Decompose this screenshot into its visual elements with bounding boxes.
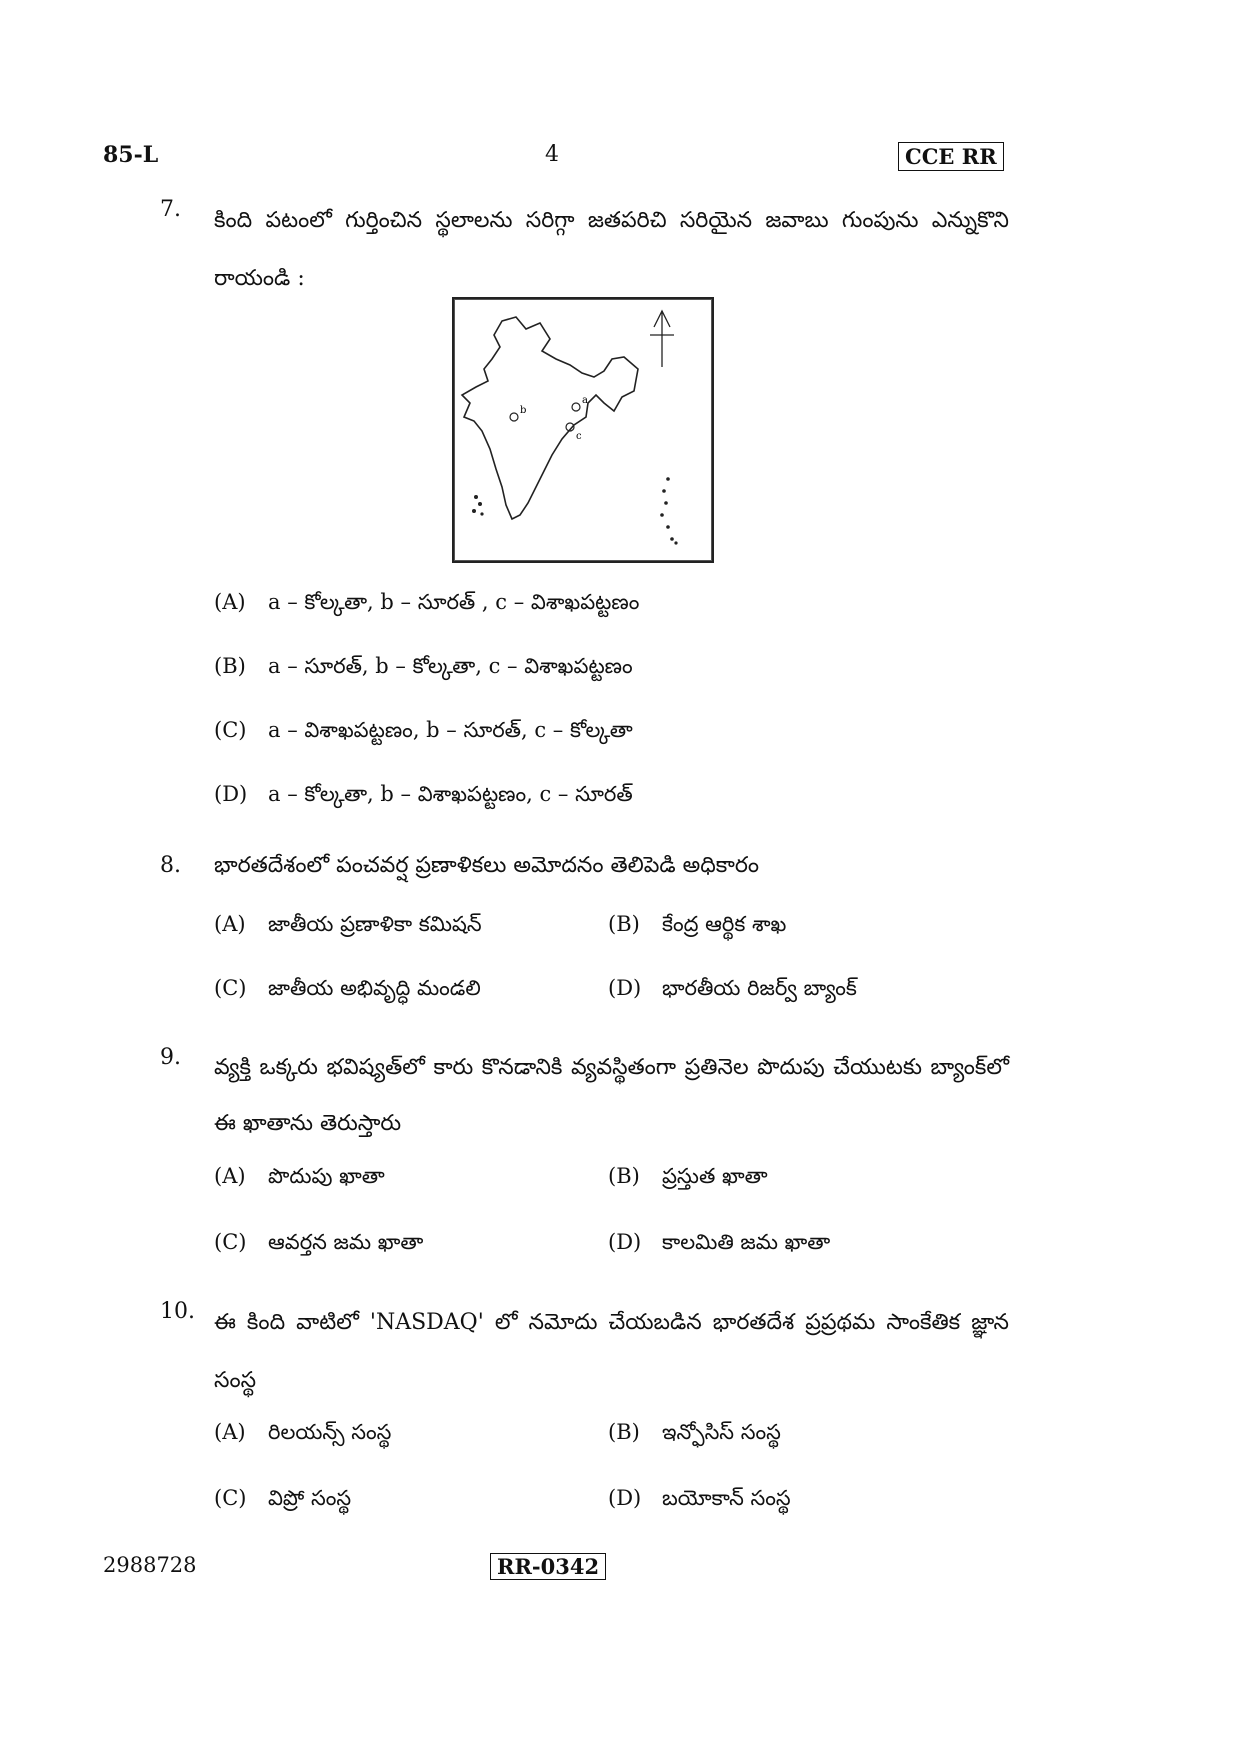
q9-option-b[interactable]: (B) ప్రస్తుత ఖాతా — [608, 1164, 768, 1188]
q7-option-a[interactable]: (A) a – కోల్కతా, b – సూరత్ , c – విశాఖపట్టణం — [214, 590, 640, 614]
map-marker-label: b — [520, 405, 527, 416]
q7-option-d[interactable]: (D) a – కోల్కతా, b – విశాఖపట్టణం, c – సూరత్ — [214, 782, 633, 806]
q8-option-b[interactable]: (B) కేంద్ర ఆర్థిక శాఖ — [608, 912, 787, 936]
q7-option-c[interactable]: (C) a – విశాఖపట్టణం, b – సూరత్, c – కోల్కతా — [214, 718, 633, 742]
question-text: వ్యక్తి ఒక్కరు భవిష్యత్‌లో కారు కొనడానికి వ్యవస్థితంగా ప్రతినెల పొదుపు చేయుటకు బ్యాంక్‌లో ఈ ఖాతాను తెరుస్తారు — [214, 1055, 1009, 1136]
paper-code: 85-L — [103, 142, 159, 168]
question-number: 8. — [160, 853, 181, 878]
question-text: ఈ కింది వాటిలో 'NASDAQ' లో నమోదు చేయబడిన భారతదేశ ప్రప్రథమ సాంకేతిక జ్ఞాన సంస్థ — [214, 1310, 1009, 1393]
q10-option-b[interactable]: (B) ఇన్ఫోసిస్ సంస్థ — [608, 1420, 781, 1444]
series-badge: CCE RR — [898, 142, 1004, 171]
q9-option-c[interactable]: (C) ఆవర్తన జమ ఖాతా — [214, 1230, 424, 1254]
q10-option-a[interactable]: (A) రిలయన్స్ సంస్థ — [214, 1420, 392, 1444]
q10-option-c[interactable]: (C) విప్రో సంస్థ — [214, 1486, 352, 1510]
map-marker-label: c — [576, 431, 582, 442]
page-number: 4 — [545, 142, 559, 167]
serial-number: 2988728 — [103, 1553, 197, 1577]
booklet-code: RR-0342 — [490, 1553, 606, 1580]
map-marker-label: a — [582, 395, 588, 406]
q8-option-c[interactable]: (C) జాతీయ అభివృద్ధి మండలి — [214, 976, 481, 1000]
india-map-figure — [452, 297, 714, 563]
q8-option-d[interactable]: (D) భారతీయ రిజర్వ్ బ్యాంక్ — [608, 976, 857, 1000]
question-number: 7. — [160, 197, 181, 222]
india-map-icon — [454, 299, 712, 561]
q9-option-a[interactable]: (A) పొదుపు ఖాతా — [214, 1164, 385, 1188]
question-text: భారతదేశంలో పంచవర్ష ప్రణాళికలు అమోదనం తెలిపెడి అధికారం — [214, 853, 760, 878]
q10-option-d[interactable]: (D) బయోకాన్ సంస్థ — [608, 1486, 791, 1510]
q9-option-d[interactable]: (D) కాలమితి జమ ఖాతా — [608, 1230, 831, 1254]
q7-option-b[interactable]: (B) a – సూరత్, b – కోల్కతా, c – విశాఖపట్టణం — [214, 654, 633, 678]
q8-option-a[interactable]: (A) జాతీయ ప్రణాళికా కమిషన్ — [214, 912, 482, 936]
question-text: కింది పటంలో గుర్తించిన స్థలాలను సరిగ్గా జతపరిచి సరియైన జవాబు గుంపును ఎన్నుకొని రాయండి : — [214, 208, 1009, 291]
question-number: 10. — [160, 1299, 195, 1324]
question-number: 9. — [160, 1045, 181, 1070]
